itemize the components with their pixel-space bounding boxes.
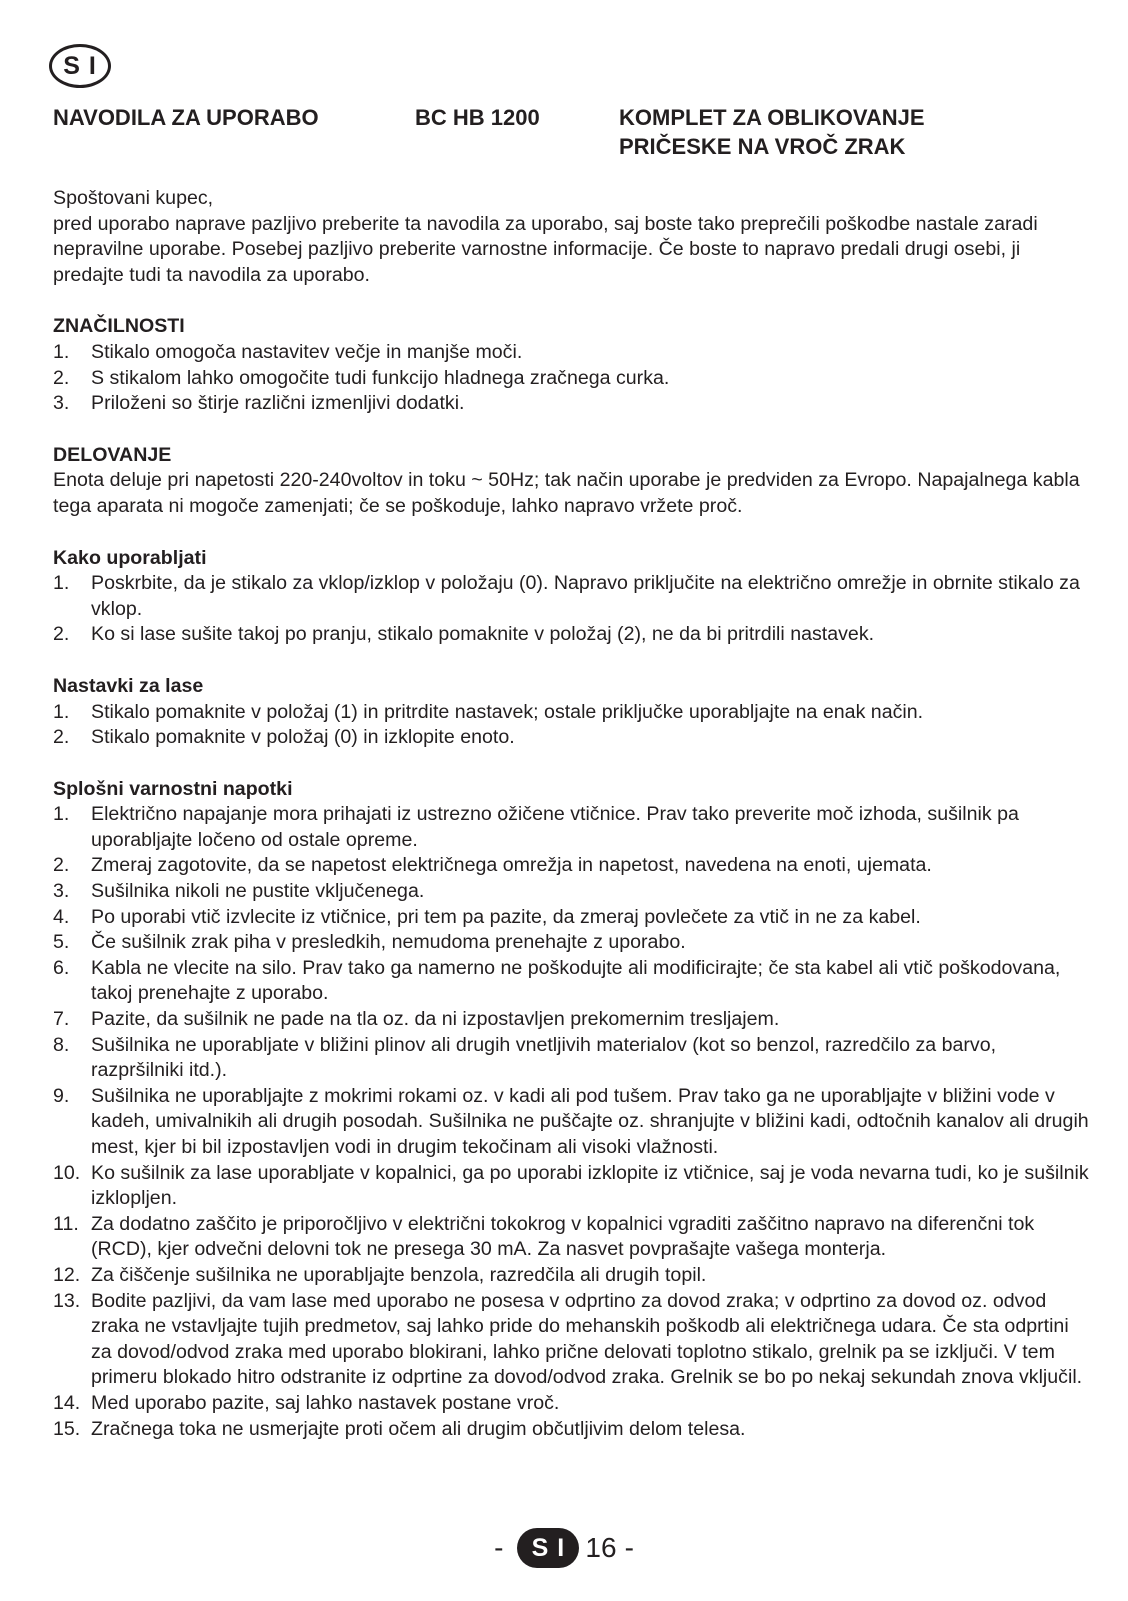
list-item-number: 11. bbox=[53, 1212, 79, 1235]
list-item-number: 15. bbox=[53, 1417, 81, 1440]
list-item bbox=[53, 1417, 1093, 1443]
list-item bbox=[53, 391, 1093, 417]
list-item-number: 6. bbox=[53, 956, 70, 979]
footer-dash-right: - bbox=[624, 1532, 634, 1563]
list-item bbox=[53, 1007, 1093, 1033]
list-item-text: Stikalo pomaknite v položaj (0) in izklopite enoto. bbox=[91, 726, 515, 749]
footer-dash-left: - bbox=[494, 1532, 504, 1563]
product-name-line1: KOMPLET ZA OBLIKOVANJE bbox=[619, 105, 925, 130]
language-badge: S I bbox=[49, 44, 111, 88]
list-item-number: 1. bbox=[53, 572, 70, 595]
list-item bbox=[53, 571, 1093, 622]
model-number: BC HB 1200 bbox=[415, 105, 540, 130]
list-item-number: 7. bbox=[53, 1008, 70, 1031]
list-item-text: Za dodatno zaščito je priporočljivo v električni tokokrog v kopalnici vgraditi zaščitno napravo na diferenčni tok (RCD), kjer odvečni delovni tok ne presega 30 mA. Za nasvet povprašajte vašega monterja. bbox=[91, 1212, 1035, 1261]
intro-greeting: Spoštovani kupec, bbox=[53, 187, 214, 209]
manual-title: NAVODILA ZA UPORABO bbox=[53, 105, 319, 130]
operation-text: Enota deluje pri napetosti 220-240voltov in toku ~ 50Hz; tak način uporabe je predviden za Evropo. Napajalnega kabla tega aparata ni mogoče zamenjati; če se poškoduje, lahko napravo vržete proč. bbox=[53, 469, 1080, 517]
list-item-number: 9. bbox=[53, 1084, 70, 1107]
list-item-number: 2. bbox=[53, 366, 70, 389]
list-item-text: Zračnega toka ne usmerjajte proti očem ali drugim občutljivim delom telesa. bbox=[91, 1417, 746, 1440]
list-item-number: 12. bbox=[53, 1263, 81, 1286]
list-item-number: 3. bbox=[53, 880, 70, 903]
how-to-use-list bbox=[53, 571, 1093, 648]
page-number: 16 bbox=[585, 1532, 617, 1563]
section-title-operation: DELOVANJE bbox=[53, 443, 172, 466]
list-item bbox=[53, 1391, 1093, 1417]
list-item-number: 14. bbox=[53, 1391, 81, 1414]
section-title-how-to-use: Kako uporabljati bbox=[53, 546, 207, 569]
list-item-text: Zmeraj zagotovite, da se napetost električnega omrežja in napetost, navedena na enoti, ujemata. bbox=[91, 854, 932, 877]
safety-list bbox=[53, 802, 1093, 1442]
list-item-number: 2. bbox=[53, 854, 70, 877]
list-item-number: 1. bbox=[53, 803, 70, 826]
list-item bbox=[53, 905, 1093, 931]
list-item-text: Poskrbite, da je stikalo za vklop/izklop v položaju (0). Napravo priključite na električno omrežje in obrnite stikalo za vklop. bbox=[91, 572, 1080, 620]
section-title-attachments: Nastavki za lase bbox=[53, 674, 204, 697]
list-item-text: Bodite pazljivi, da vam lase med uporabo ne posesa v odprtino za dovod zraka; v odprtino za dovod oz. odvod zraka ne vstavljajte tujih predmetov, saj lahko pride do mehanskih poškodb ali električnega udara. Če sta odprtini za dovod/odvod zraka med uporabo blokirani, lahko prične delovati toplotno stikalo, grelnik pa se izključi. V tem primeru blokado hitro odstranite iz odprtine za dovod/odvod zraka. Grelnik se bo po nekaj sekundah znova vključil. bbox=[91, 1289, 1083, 1389]
list-item bbox=[53, 725, 1093, 751]
list-item-text: Priloženi so štirje različni izmenljivi dodatki. bbox=[91, 392, 465, 415]
list-item bbox=[53, 1084, 1093, 1161]
list-item bbox=[53, 1289, 1093, 1391]
list-item-number: 4. bbox=[53, 905, 70, 928]
list-item bbox=[53, 366, 1093, 392]
list-item-text: Stikalo pomaknite v položaj (1) in pritrdite nastavek; ostale priključke uporabljajte na enak način. bbox=[91, 700, 924, 723]
list-item-number: 5. bbox=[53, 931, 70, 954]
list-item-text: Električno napajanje mora prihajati iz ustrezno ožičene vtičnice. Prav tako preverite moč izhoda, sušilnik pa uporabljajte ločeno od ostale opreme. bbox=[91, 803, 1019, 851]
list-item bbox=[53, 340, 1093, 366]
list-item bbox=[53, 956, 1093, 1007]
list-item bbox=[53, 802, 1093, 853]
list-item-text: S stikalom lahko omogočite tudi funkcijo hladnega zračnega curka. bbox=[91, 366, 670, 389]
list-item-text: Po uporabi vtič izvlecite iz vtičnice, pri tem pa pazite, da zmeraj povlečete za vtič in ne za kabel. bbox=[91, 905, 921, 928]
list-item-text: Stikalo omogoča nastavitev večje in manjše moči. bbox=[91, 340, 523, 363]
page-footer bbox=[0, 1526, 1128, 1570]
attachments-list bbox=[53, 700, 1093, 751]
intro-text: pred uporabo naprave pazljivo preberite ta navodila za uporabo, saj boste tako preprečili poškodbe nastale zaradi nepravilne uporabe. Posebej pazljivo preberite varnostne informacije. Če boste to napravo predali drugi osebi, ji predajte tudi ta navodila za uporabo. bbox=[53, 212, 1038, 286]
list-item-text: Med uporabo pazite, saj lahko nastavek postane vroč. bbox=[91, 1391, 560, 1414]
list-item bbox=[53, 930, 1093, 956]
list-item bbox=[53, 1161, 1093, 1212]
list-item-text: Ko sušilnik za lase uporabljate v kopalnici, ga po uporabi izklopite iz vtičnice, saj je voda nevarna tudi, ko je sušilnik izklopljen. bbox=[91, 1161, 1089, 1210]
list-item bbox=[53, 1263, 1093, 1289]
list-item-text: Pazite, da sušilnik ne pade na tla oz. da ni izpostavljen prekomernim tresljajem. bbox=[91, 1008, 780, 1031]
manual-body bbox=[53, 186, 1093, 1442]
list-item-text: Ko si lase sušite takoj po pranju, stikalo pomaknite v položaj (2), ne da bi pritrdili nastavek. bbox=[91, 623, 875, 646]
list-item-text: Za čiščenje sušilnika ne uporabljajte benzola, razredčila ali drugih topil. bbox=[91, 1263, 707, 1286]
list-item-text: Če sušilnik zrak piha v presledkih, nemudoma prenehajte z uporabo. bbox=[91, 931, 686, 954]
list-item-number: 1. bbox=[53, 700, 70, 723]
list-item-number: 8. bbox=[53, 1033, 70, 1056]
list-item-text: Sušilnika nikoli ne pustite vključenega. bbox=[91, 880, 425, 903]
list-item-number: 10. bbox=[53, 1161, 81, 1184]
list-item-number: 3. bbox=[53, 392, 70, 415]
footer-language-badge: S I bbox=[517, 1528, 579, 1568]
list-item bbox=[53, 1033, 1093, 1084]
list-item bbox=[53, 853, 1093, 879]
list-item bbox=[53, 1212, 1093, 1263]
list-item-text: Sušilnika ne uporabljajte z mokrimi rokami oz. v kadi ali pod tušem. Prav tako ga ne uporabljajte v bližini vode v kadeh, umivalnikih ali drugih posodah. Sušilnika ne puščajte oz. shranjujte v bližini kadi, odtočnih kanalov ali drugih mest, kjer bi bil izpostavljen vodi in drugim tekočinam ali visoki vlažnosti. bbox=[91, 1084, 1089, 1158]
product-name-line2: PRIČESKE NA VROČ ZRAK bbox=[619, 134, 906, 159]
list-item-number: 2. bbox=[53, 623, 70, 646]
features-list bbox=[53, 340, 1093, 417]
list-item-text: Sušilnika ne uporabljate v bližini plinov ali drugih vnetljivih materialov (kot so benzol, razredčilo za barvo, razpršilniki itd.). bbox=[91, 1033, 997, 1082]
list-item bbox=[53, 879, 1093, 905]
list-item-text: Kabla ne vlecite na silo. Prav tako ga namerno ne poškodujte ali modificirajte; če sta kabel ali vtič poškodovana, takoj prenehajte z uporabo. bbox=[91, 956, 1061, 1005]
section-title-features: ZNAČILNOSTI bbox=[53, 315, 185, 338]
list-item-number: 2. bbox=[53, 726, 70, 749]
section-title-safety: Splošni varnostni napotki bbox=[53, 777, 293, 800]
list-item-number: 13. bbox=[53, 1289, 81, 1312]
product-name bbox=[619, 103, 1059, 161]
list-item-number: 1. bbox=[53, 340, 70, 363]
list-item bbox=[53, 700, 1093, 726]
list-item bbox=[53, 622, 1093, 648]
